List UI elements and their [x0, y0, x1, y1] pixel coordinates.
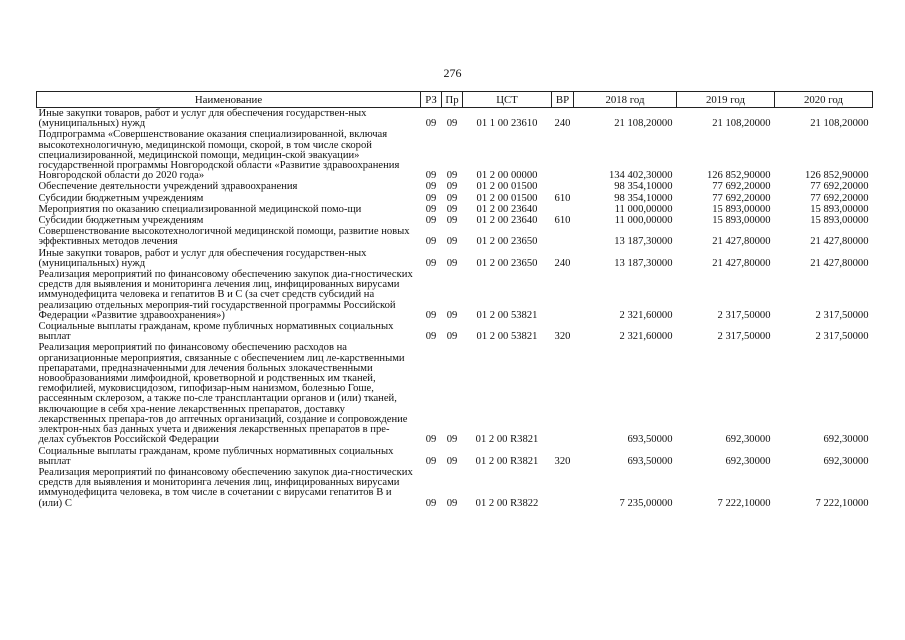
- row-cst: 01 2 00 R3821: [475, 455, 539, 467]
- row-2019-value: 692,30000: [725, 434, 771, 446]
- row-2020-value: 692,30000: [823, 434, 869, 446]
- row-pr: 09: [446, 455, 458, 467]
- table-row: [37, 467, 873, 509]
- header-vr: ВР: [552, 92, 574, 108]
- row-2020-value: 7 222,10000: [815, 497, 869, 509]
- row-rz: 09: [425, 170, 437, 182]
- row-name: Субсидии бюджетным учреждениям: [38, 215, 204, 227]
- row-vr: 240: [554, 257, 571, 269]
- page-number: 276: [443, 66, 462, 80]
- row-2018-value: 11 000,00000: [614, 203, 673, 215]
- row-vr: 610: [554, 215, 571, 227]
- row-2019-value: 21 427,80000: [712, 236, 771, 248]
- row-cst: 01 2 00 01500: [476, 192, 538, 204]
- row-cst: 01 2 00 23650: [476, 236, 538, 248]
- row-name: Субсидии бюджетным учреждениям: [38, 192, 204, 204]
- row-2018-value: 2 321,60000: [619, 331, 673, 343]
- table-row: [37, 215, 873, 226]
- row-cst: 01 2 00 01500: [476, 181, 538, 193]
- table-body: [37, 108, 873, 509]
- row-vr: [552, 467, 574, 509]
- row-2020-value: 77 692,20000: [810, 181, 869, 193]
- table-row: [37, 269, 873, 321]
- row-vr: [552, 226, 574, 247]
- row-2020-value: 2 317,50000: [815, 331, 869, 343]
- header-2019: 2019 год: [677, 92, 775, 108]
- row-2019-value: 2 317,50000: [717, 331, 771, 343]
- row-cst: 01 2 00 R3822: [475, 497, 539, 509]
- row-pr: 09: [446, 181, 458, 193]
- table-row: [37, 129, 873, 181]
- row-rz: 09: [425, 215, 437, 227]
- row-vr: [552, 269, 574, 321]
- row-2020-value: 15 893,00000: [810, 215, 869, 227]
- row-vr: [552, 204, 574, 215]
- row-cst: 01 1 00 23610: [476, 118, 538, 130]
- row-2018-value: 134 402,30000: [608, 170, 673, 182]
- table-header-row: [37, 92, 873, 108]
- row-rz: 09: [425, 181, 437, 193]
- row-name: Мероприятия по оказанию специализированной медицинской помо-щи: [38, 203, 362, 215]
- row-2019-value: 2 317,50000: [717, 309, 771, 321]
- row-2020-value: 21 108,20000: [810, 118, 869, 130]
- row-2019-value: 77 692,20000: [712, 192, 771, 204]
- row-rz: 09: [425, 203, 437, 215]
- row-name: Реализация мероприятий по финансовому обеспечению закупок диа-гностических средств для выявления и мониторинга лечения лиц, инфицированных вирусами иммунодефицита человека и гепатитов В и С (за счет средств субсидий на реализацию отдельных мероприя-тий государственной программы Российской Федерации «Развитие здравоохранения»): [38, 269, 413, 321]
- table-row: [37, 248, 873, 269]
- row-vr: 320: [554, 455, 571, 467]
- row-vr: 240: [554, 118, 571, 130]
- row-rz: 09: [425, 236, 437, 248]
- row-cst: 01 2 00 23640: [476, 203, 538, 215]
- row-2018-value: 21 108,20000: [614, 118, 673, 130]
- row-rz: 09: [425, 331, 437, 343]
- row-2020-value: 77 692,20000: [810, 192, 869, 204]
- budget-table: [36, 91, 873, 509]
- row-2019-value: 21 108,20000: [712, 118, 771, 130]
- row-2018-value: 11 000,00000: [614, 215, 673, 227]
- row-pr: 09: [446, 170, 458, 182]
- row-2019-value: 126 852,90000: [706, 170, 771, 182]
- row-rz: 09: [425, 455, 437, 467]
- row-name: Совершенствование высокотехнологичной медицинской помощи, развитие новых эффективных методов лечения: [38, 226, 410, 248]
- row-cst: 01 2 00 23640: [476, 215, 538, 227]
- table-row: [37, 181, 873, 192]
- row-2018-value: 13 187,30000: [614, 236, 673, 248]
- row-name: Подпрограмма «Совершенствование оказания специализированной, включая высокотехнологичную, медицинской помощи, скорой, в том числе скорой специализированной, медицинской помощи, медицин-ской эвакуации» государственной программы Новгородской области «Развитие здравоохранения Новгородской области до 2020 года»: [38, 129, 400, 182]
- row-2019-value: 15 893,00000: [712, 203, 771, 215]
- row-name: Социальные выплаты гражданам, кроме публичных нормативных социальных выплат: [38, 445, 394, 467]
- row-2018-value: 13 187,30000: [614, 257, 673, 269]
- row-2019-value: 15 893,00000: [712, 215, 771, 227]
- row-name: Обеспечение деятельности учреждений здравоохранения: [38, 181, 298, 193]
- row-pr: 09: [446, 203, 458, 215]
- row-2020-value: 21 427,80000: [810, 236, 869, 248]
- row-cst: 01 2 00 53821: [476, 309, 538, 321]
- row-pr: 09: [446, 236, 458, 248]
- row-vr: [552, 181, 574, 192]
- row-pr: 09: [446, 331, 458, 343]
- row-pr: 09: [446, 497, 458, 509]
- table-row: [37, 226, 873, 247]
- row-2018-value: 98 354,10000: [614, 181, 673, 193]
- row-2019-value: 77 692,20000: [712, 181, 771, 193]
- table-row: [37, 321, 873, 342]
- row-2019-value: 7 222,10000: [717, 497, 771, 509]
- row-vr: [552, 129, 574, 181]
- row-vr: 320: [554, 331, 571, 343]
- row-pr: 09: [446, 309, 458, 321]
- row-rz: 09: [425, 118, 437, 130]
- row-rz: 09: [425, 434, 437, 446]
- row-2019-value: 692,30000: [725, 455, 771, 467]
- row-pr: 09: [446, 434, 458, 446]
- row-2020-value: 15 893,00000: [810, 203, 869, 215]
- row-pr: 09: [446, 215, 458, 227]
- row-name: Иные закупки товаров, работ и услуг для обеспечения государствен-ных (муниципальных) нужд: [38, 108, 367, 130]
- row-2018-value: 7 235,00000: [619, 497, 673, 509]
- row-cst: 01 2 00 23650: [476, 257, 538, 269]
- row-rz: 09: [425, 309, 437, 321]
- row-2020-value: 21 427,80000: [810, 257, 869, 269]
- table-row: [37, 204, 873, 215]
- row-name: Иные закупки товаров, работ и услуг для обеспечения государствен-ных (муниципальных) нужд: [38, 247, 367, 269]
- header-name: Наименование: [37, 92, 421, 108]
- row-cst: 01 2 00 R3821: [475, 434, 539, 446]
- row-pr: 09: [446, 192, 458, 204]
- row-cst: 01 2 00 53821: [476, 331, 538, 343]
- header-cst: ЦСТ: [463, 92, 552, 108]
- row-rz: 09: [425, 257, 437, 269]
- table-row: [37, 108, 873, 130]
- row-pr: 09: [446, 257, 458, 269]
- row-name: Реализация мероприятий по финансовому обеспечению расходов на организационные мероприятия, связанные с обеспечением лиц ле-карственными препаратами, предназначенными для лечения больных злокачественными новообразованиями лимфоидной, кроветворной и родственных им тканей, гемофилией, муковисцидозом, гипофизар-ным нанизмом, болезнью Гоше, рассеянным склерозом, а также по-сле трансплантации органов и (или) тканей, включающие в себя хра-нение лекарственных препаратов, доставку лекарственных препара-тов до аптечных организаций, создание и сопровождение электрон-ных баз данных учета и движения лекарственных препаратов в пре-делах субъектов Российской Федерации: [38, 342, 408, 446]
- row-2020-value: 126 852,90000: [804, 170, 869, 182]
- header-rz: РЗ: [421, 92, 442, 108]
- row-2019-value: 21 427,80000: [712, 257, 771, 269]
- row-rz: 09: [425, 192, 437, 204]
- table-row: [37, 446, 873, 467]
- row-pr: 09: [446, 118, 458, 130]
- row-name: Реализация мероприятий по финансовому обеспечению закупок диа-гностических средств для выявления и мониторинга лечения лиц, инфицированных вирусами иммунодефицита человека, в том числе в сочетании с вирусами гепатитов В и (или) С: [38, 466, 413, 509]
- header-pr: Пр: [442, 92, 463, 108]
- row-vr: 610: [554, 192, 571, 204]
- row-2018-value: 2 321,60000: [619, 309, 673, 321]
- row-2020-value: 692,30000: [823, 455, 869, 467]
- row-name: Социальные выплаты гражданам, кроме публичных нормативных социальных выплат: [38, 321, 394, 343]
- row-2018-value: 693,50000: [627, 455, 673, 467]
- row-vr: [552, 342, 574, 445]
- table-row: [37, 193, 873, 204]
- row-2020-value: 2 317,50000: [815, 309, 869, 321]
- row-rz: 09: [425, 497, 437, 509]
- header-2018: 2018 год: [574, 92, 677, 108]
- row-2018-value: 693,50000: [627, 434, 673, 446]
- header-2020: 2020 год: [775, 92, 873, 108]
- row-2018-value: 98 354,10000: [614, 192, 673, 204]
- row-cst: 01 2 00 00000: [476, 170, 538, 182]
- table-row: [37, 342, 873, 445]
